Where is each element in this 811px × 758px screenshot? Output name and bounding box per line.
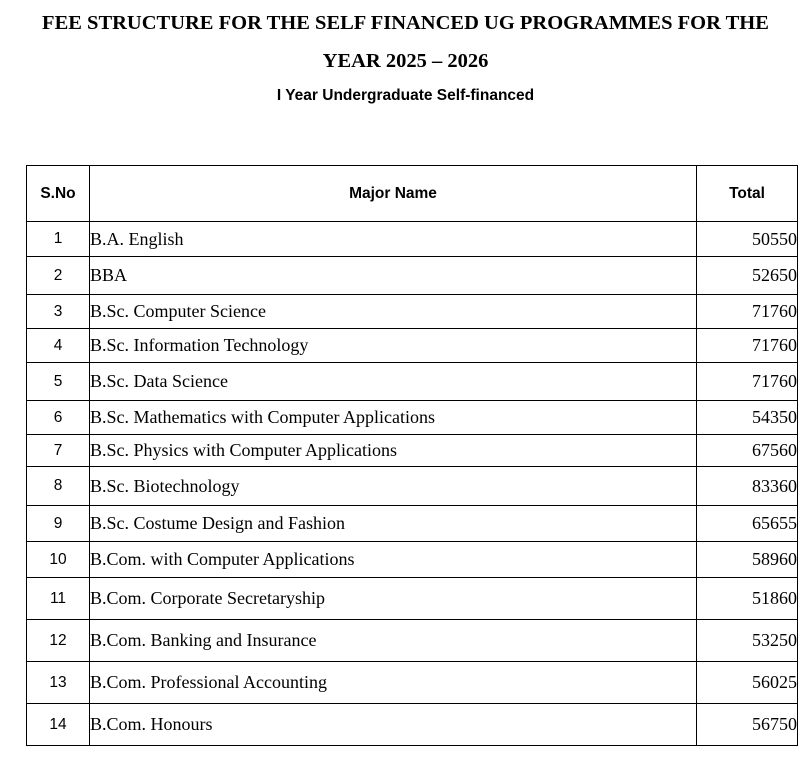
table-row <box>27 257 798 295</box>
row-major-name: B.Sc. Data Science <box>90 363 697 401</box>
row-sno: 7 <box>27 435 90 467</box>
row-sno: 14 <box>27 704 90 746</box>
row-sno: 4 <box>27 329 90 363</box>
row-total: 56025 <box>697 662 798 704</box>
row-total: 71760 <box>697 329 798 363</box>
row-sno: 6 <box>27 401 90 435</box>
row-sno: 9 <box>27 506 90 542</box>
row-major-name: B.Com. Honours <box>90 704 697 746</box>
row-major-name: B.Sc. Physics with Computer Applications <box>90 435 697 467</box>
row-total: 71760 <box>697 363 798 401</box>
row-major-name: B.Sc. Computer Science <box>90 295 697 329</box>
row-major-name: B.Sc. Costume Design and Fashion <box>90 506 697 542</box>
row-major-name: B.Com. Corporate Secretaryship <box>90 578 697 620</box>
row-sno: 13 <box>27 662 90 704</box>
table-row <box>27 578 798 620</box>
row-major-name: B.Sc. Information Technology <box>90 329 697 363</box>
table-row <box>27 222 798 257</box>
column-header-total: Total <box>697 166 798 222</box>
table-row <box>27 295 798 329</box>
row-total: 67560 <box>697 435 798 467</box>
row-sno: 5 <box>27 363 90 401</box>
page-title-line-2: YEAR 2025 – 2026 <box>322 50 489 72</box>
row-major-name: BBA <box>90 257 697 295</box>
row-sno: 2 <box>27 257 90 295</box>
row-total: 50550 <box>697 222 798 257</box>
table-row <box>27 363 798 401</box>
row-total: 65655 <box>697 506 798 542</box>
row-major-name: B.A. English <box>90 222 697 257</box>
table-row <box>27 662 798 704</box>
row-sno: 10 <box>27 542 90 578</box>
table-row <box>27 401 798 435</box>
row-sno: 11 <box>27 578 90 620</box>
table-row <box>27 704 798 746</box>
column-header-sno: S.No <box>27 166 90 222</box>
table-header-row <box>27 166 798 222</box>
row-total: 51860 <box>697 578 798 620</box>
row-total: 71760 <box>697 295 798 329</box>
row-total: 83360 <box>697 467 798 506</box>
row-major-name: B.Com. Banking and Insurance <box>90 620 697 662</box>
table-row <box>27 435 798 467</box>
row-total: 52650 <box>697 257 798 295</box>
row-sno: 3 <box>27 295 90 329</box>
table-row <box>27 506 798 542</box>
row-total: 54350 <box>697 401 798 435</box>
row-major-name: B.Sc. Mathematics with Computer Applications <box>90 401 697 435</box>
page-title-line-1: FEE STRUCTURE FOR THE SELF FINANCED UG PROGRAMMES FOR THE <box>42 12 769 34</box>
row-sno: 8 <box>27 467 90 506</box>
table-row <box>27 329 798 363</box>
row-major-name: B.Sc. Biotechnology <box>90 467 697 506</box>
row-total: 58960 <box>697 542 798 578</box>
table-row <box>27 542 798 578</box>
row-major-name: B.Com. with Computer Applications <box>90 542 697 578</box>
fee-table <box>26 165 798 746</box>
row-major-name: B.Com. Professional Accounting <box>90 662 697 704</box>
row-total: 56750 <box>697 704 798 746</box>
table-row <box>27 620 798 662</box>
table-row <box>27 467 798 506</box>
page-subtitle: I Year Undergraduate Self-financed <box>276 87 535 104</box>
row-total: 53250 <box>697 620 798 662</box>
row-sno: 1 <box>27 222 90 257</box>
row-sno: 12 <box>27 620 90 662</box>
column-header-major-name: Major Name <box>90 166 697 222</box>
